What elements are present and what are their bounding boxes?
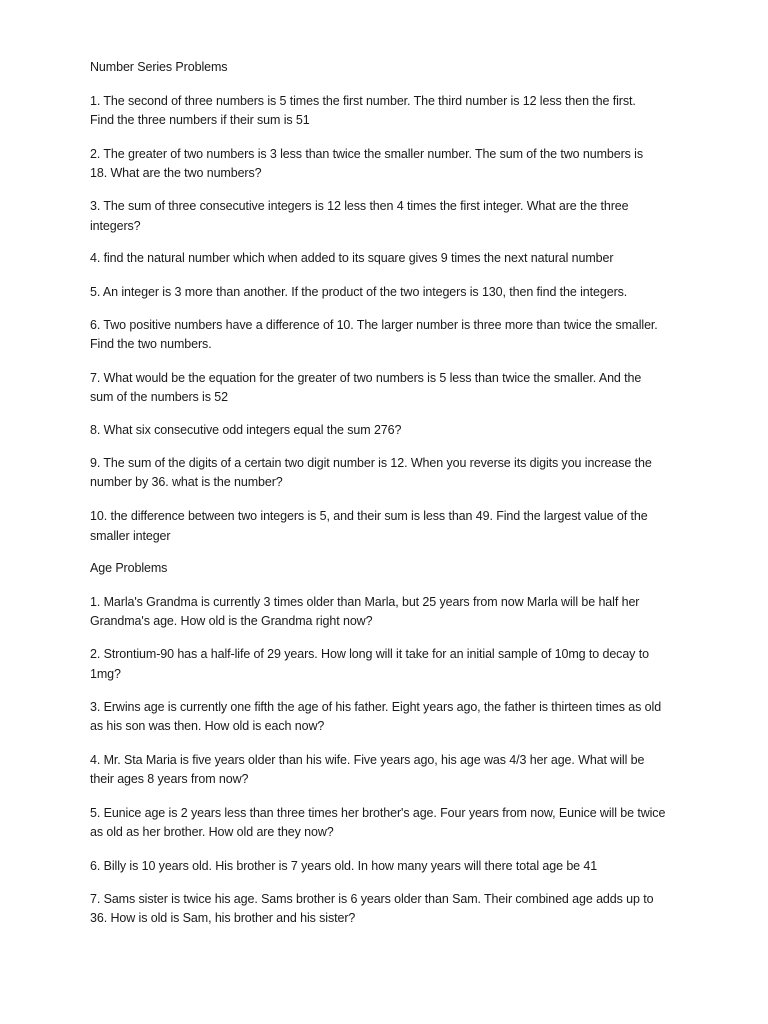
problem-text: 6. Two positive numbers have a difference of 10. The larger number is three more than twice the smaller.	[90, 318, 658, 332]
problem-text: 6. Billy is 10 years old. His brother is 7 years old. In how many years will there total age be 41	[90, 859, 598, 873]
problem-text: 1. Marla's Grandma is currently 3 times older than Marla, but 25 years from now Marla will be half her	[90, 595, 640, 609]
problem-text: as his son was then. How old is each now?	[90, 719, 325, 733]
problem-text: 18. What are the two numbers?	[90, 166, 262, 180]
problem-text: 3. The sum of three consecutive integers is 12 less then 4 times the first integer. What are the three	[90, 199, 629, 213]
problem-text: 1mg?	[90, 667, 121, 681]
problem-text: 9. The sum of the digits of a certain two digit number is 12. When you reverse its digits you increase the	[90, 456, 652, 470]
problem-text: 2. The greater of two numbers is 3 less than twice the smaller number. The sum of the two numbers is	[90, 147, 643, 161]
problem-text: 5. Eunice age is 2 years less than three times her brother's age. Four years from now, Eunice will be twice	[90, 806, 666, 820]
problem-text: Find the three numbers if their sum is 51	[90, 113, 310, 127]
problem-text: 1. The second of three numbers is 5 times the first number. The third number is 12 less then the first.	[90, 94, 636, 108]
problem-text: 4. Mr. Sta Maria is five years older than his wife. Five years ago, his age was 4/3 her age. What will be	[90, 753, 645, 767]
problem-text: 8. What six consecutive odd integers equal the sum 276?	[90, 423, 402, 437]
problem-text: 7. What would be the equation for the greater of two numbers is 5 less than twice the smaller. And the	[90, 371, 642, 385]
section-heading-number-series: Number Series Problems	[90, 60, 228, 74]
problem-text: integers?	[90, 219, 141, 233]
problem-text: Find the two numbers.	[90, 337, 212, 351]
problem-text: number by 36. what is the number?	[90, 475, 283, 489]
problem-text: 7. Sams sister is twice his age. Sams brother is 6 years older than Sam. Their combined age adds up to	[90, 892, 654, 906]
problem-text: 10. the difference between two integers is 5, and their sum is less than 49. Find the largest value of the	[90, 509, 648, 523]
problem-text: 3. Erwins age is currently one fifth the age of his father. Eight years ago, the father is thirteen times as old	[90, 700, 662, 714]
section-heading-age-problems: Age Problems	[90, 561, 168, 575]
problem-text: sum of the numbers is 52	[90, 390, 228, 404]
problem-text: smaller integer	[90, 529, 171, 543]
problem-text: their ages 8 years from now?	[90, 772, 249, 786]
problem-text: Grandma's age. How old is the Grandma right now?	[90, 614, 373, 628]
problem-text: 2. Strontium-90 has a half-life of 29 years. How long will it take for an initial sample of 10mg to decay to	[90, 647, 649, 661]
problem-text: 4. find the natural number which when added to its square gives 9 times the next natural number	[90, 251, 614, 265]
problem-text: 36. How is old is Sam, his brother and his sister?	[90, 911, 356, 925]
problem-text: 5. An integer is 3 more than another. If the product of the two integers is 130, then find the integers.	[90, 285, 628, 299]
problem-text: as old as her brother. How old are they now?	[90, 825, 334, 839]
